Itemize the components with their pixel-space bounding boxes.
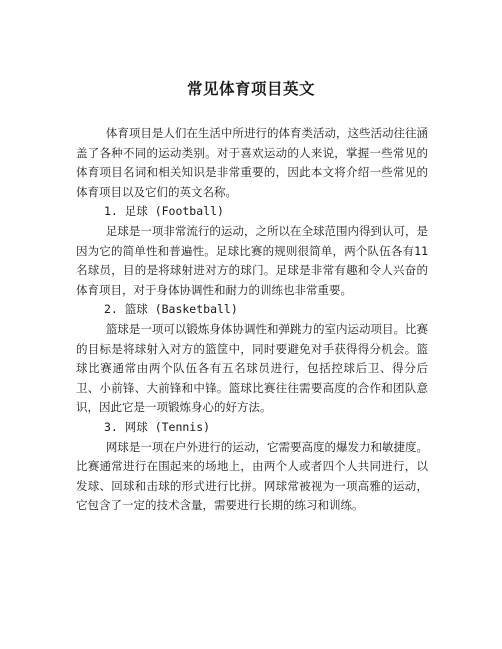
intro-paragraph: 体育项目是人们在生活中所进行的体育类活动，这些活动往往涵盖了各种不同的运动类别。对于喜欢运动的人来说，掌握一些常见的体育项目名词和相关知识是非常重要的，因此本文将介绍一些常见的体育项目以及它们的英文名称。 <box>76 126 428 199</box>
section-body-football: 足球是一项非常流行的运动，之所以在全球范围内得到认可，是因为它的简单性和普遍性。足球比赛的规则很简单，两个队伍各有11名球员，目的是将球射进对方的球门。足球是非常有趣和令人兴奋的体育项目，对于身体协调性和耐力的训练也非常重要。 <box>76 223 428 297</box>
section-body-basketball: 篮球是一项可以锻炼身体协调性和弹跳力的室内运动项目。比赛的目标是将球射入对方的篮筐中，同时要避免对手获得得分机会。篮球比赛通常由两个队伍各有五名球员进行，包括控球后卫、得分后卫、小前锋、大前锋和中锋。篮球比赛往往需要高度的合作和团队意识，因此它是一项锻炼身心的好方法。 <box>76 321 428 415</box>
section-body-tennis: 网球是一项在户外进行的运动，它需要高度的爆发力和敏捷度。比赛通常进行在围起来的场地上，由两个人或者四个人共同进行，以发球、回球和击球的形式进行比拼。网球常被视为一项高雅的运动，它包含了一定的技术含量，需要进行长期的练习和训练。 <box>76 439 428 513</box>
document-title: 常见体育项目英文 <box>186 80 315 98</box>
section-heading-football: 1. 足球 (Football) <box>104 204 224 219</box>
section-heading-tennis: 3. 网球 (Tennis) <box>104 419 211 434</box>
section-heading-basketball: 2. 篮球 (Basketball) <box>104 302 238 317</box>
document-body <box>76 124 428 516</box>
